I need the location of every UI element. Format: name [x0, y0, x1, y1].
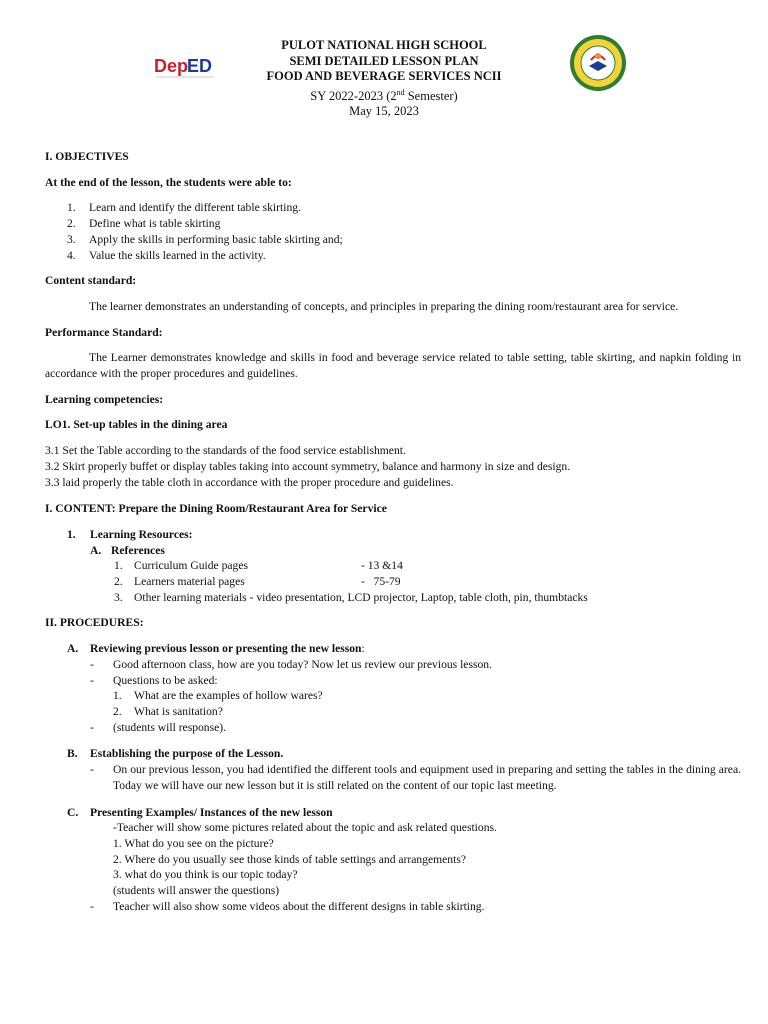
list-item: - Questions to be asked: — [90, 673, 218, 687]
objectives-intro: At the end of the lesson, the students were able to: — [45, 175, 292, 189]
procedures-heading: II. PROCEDURES: — [45, 616, 144, 630]
list-item: -Teacher will show some pictures related about the topic and ask related questions. — [113, 821, 497, 835]
list-item: 2. Learners material pages - 75-79 — [114, 575, 401, 589]
list-item: (students will answer the questions) — [113, 884, 280, 898]
svg-text:Dep: Dep — [154, 56, 189, 76]
procedure-b-text: - On our previous lesson, you had identified the different tools and equipment used in preparing and setting the tables in the dining area. Today we will have our new lesson but it is still related on the content of our topic last meeting. — [90, 763, 741, 792]
procedure-c-heading: C. Presenting Examples/ Instances of the new lesson — [67, 805, 333, 819]
performance-standard-text: The Learner demonstrates knowledge and skills in food and beverage service related to table setting, table skirting, and napkin folding in accordance with the proper procedures and guidelines. — [45, 351, 741, 381]
procedure-b-heading: B. Establishing the purpose of the Lesson. — [67, 747, 284, 761]
content-heading: I. CONTENT: Prepare the Dining Room/Restaurant Area for Service — [45, 502, 387, 516]
competency-item: 3.3 laid properly the table cloth in accordance with the proper procedure and guidelines. — [45, 475, 454, 489]
list-item: - (students will response). — [90, 720, 227, 734]
lo-heading: LO1. Set-up tables in the dining area — [45, 418, 228, 432]
learning-resources: 1. Learning Resources: — [67, 527, 193, 541]
list-item: 2. What is sanitation? — [113, 704, 223, 718]
svg-text:ED: ED — [187, 56, 213, 76]
list-item: 1. What are the examples of hollow wares? — [113, 689, 323, 703]
competencies-heading: Learning competencies: — [45, 392, 164, 406]
list-item: 2. Define what is table skirting — [67, 217, 221, 231]
subject-title: FOOD AND BEVERAGE SERVICES NCII — [266, 69, 502, 83]
document-body — [45, 149, 741, 914]
objectives-list — [45, 200, 741, 263]
list-item: - Good afternoon class, how are you today? Now let us review our previous lesson. — [90, 657, 492, 671]
lesson-date: May 15, 2023 — [349, 104, 419, 119]
competency-item: 3.1 Set the Table according to the standards of the food service establishment. — [45, 444, 406, 458]
list-item: 1. Learn and identify the different table skirting. — [67, 201, 301, 215]
list-item: 1. What do you see on the picture? — [113, 836, 274, 850]
list-item: - Teacher will also show some videos about the different designs in table skirting. — [90, 899, 485, 913]
list-item: 2. Where do you usually see those kinds of table settings and arrangements? — [113, 852, 466, 866]
references: A. References — [90, 543, 165, 557]
competency-item: 3.2 Skirt properly buffet or display tables taking into account symmetry, balance and harmony in size and design. — [45, 459, 571, 473]
list-item: 3. Other learning materials - video presentation, LCD projector, Laptop, table cloth, pin, thumbtacks — [114, 590, 588, 604]
performance-standard-heading: Performance Standard: — [45, 325, 163, 339]
school-name: PULOT NATIONAL HIGH SCHOOL — [281, 38, 487, 52]
list-item: 1. Curriculum Guide pages - 13 &14 — [114, 559, 403, 573]
list-item: 3. what do you think is our topic today? — [113, 868, 298, 882]
document-header — [0, 38, 768, 120]
list-item: 3. Apply the skills in performing basic table skirting and; — [67, 232, 343, 246]
list-item: 4. Value the skills learned in the activity. — [67, 248, 266, 262]
school-year: SY 2022-2023 (2nd Semester) — [310, 87, 458, 103]
procedure-a-heading: A. Reviewing previous lesson or presenting the new lesson: — [67, 642, 365, 656]
objectives-heading: I. OBJECTIVES — [45, 150, 129, 163]
content-standard-text: The learner demonstrates an understanding of concepts, and principles in preparing the dining room/restaurant area for service. — [89, 299, 679, 313]
plan-title: SEMI DETAILED LESSON PLAN — [289, 53, 479, 68]
content-standard-heading: Content standard: — [45, 274, 137, 288]
